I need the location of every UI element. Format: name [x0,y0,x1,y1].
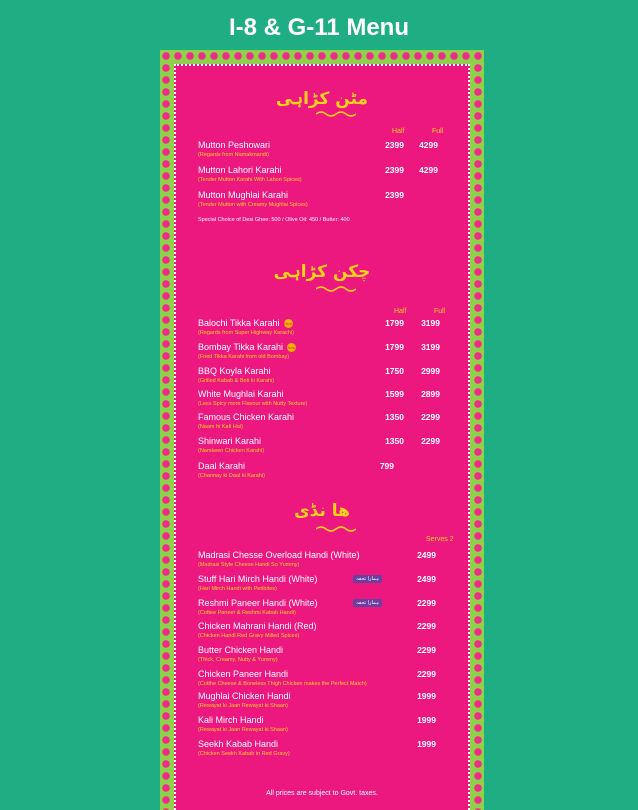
price: 2299 [417,598,436,608]
price-half: 1350 [385,436,404,446]
menu-item [198,715,478,734]
menu-item [198,342,478,361]
menu-item [198,669,478,688]
page-title: I-8 & G-11 Menu [228,14,410,41]
item-name: Mutton Peshowari [198,140,271,150]
column-half: Half [392,128,405,135]
item-name: Famous Chicken Karahi [198,412,295,422]
column-full: Full [434,308,446,315]
squiggle-divider [316,285,356,293]
item-name: Bombay Tikka Karahi New [198,342,296,352]
menu-item [198,621,478,640]
menu-item [198,389,478,408]
price-half: 2399 [385,165,404,175]
item-description: (Hari Mirch Handi with Peribites) [198,586,277,592]
price-full: 4299 [419,140,438,150]
item-description: (Naam hi Kafi Hai) [198,424,243,430]
item-description: (Cottee Paneer & Reshmi Kabab Handi) [198,610,296,616]
ghee-choice-note: Special Choice of Desi Ghee: 500 / Olive Oil: 450 / Butter: 400 [198,217,350,223]
price-full: 2899 [421,389,440,399]
item-name: Mutton Mughlai Karahi [198,190,289,200]
item-name: White Mughlai Karahi [198,389,284,399]
menu-item [198,366,478,385]
price-half: 799 [379,461,394,471]
item-name: Shinwari Karahi [198,436,262,446]
menu-item [198,645,478,664]
menu-item [198,550,478,569]
item-name: Daal Karahi [198,461,246,471]
mutton-karahi-heading: مٹن کڑاہی [275,89,369,109]
squiggle-divider [316,525,356,533]
tax-footnote: All prices are subject to Govt. taxes. [266,790,378,797]
item-description: (Cotthe Cheese & Boneless Thigh Chicken makes the Perfect Match) [198,681,367,687]
column-serves: Serves 2 [426,536,454,543]
price: 2299 [417,621,436,631]
menu-item [198,691,478,710]
menu-panel [174,64,470,810]
price-full: 3199 [421,342,440,352]
item-name: Reshmi Paneer Handi (White) [198,598,318,608]
item-name: Butter Chicken Handi [198,645,284,655]
item-description: (Tender Mutton with Creamy Mughlai Spices) [198,202,308,208]
column-full: Full [432,128,444,135]
item-description: (Chicken Seekh Kabab in Red Gravy) [198,751,290,757]
new-badge-icon: New [287,345,296,351]
price-full: 3199 [421,318,440,328]
item-description: (Regards from Super Highway Karachi) [198,330,294,336]
item-description: (Regards from Namakmandi) [198,152,269,158]
menu-item [198,318,478,337]
handi-heading: ھا نڈی [294,501,350,521]
price-half: 1799 [385,342,404,352]
menu-item [198,739,478,758]
item-name: Chicken Mahrani Handi (Red) [198,621,317,631]
item-description: (Chicken Handi Red Gravy Milled Spices) [198,633,300,639]
price-half: 1799 [385,318,404,328]
item-name: Chicken Paneer Handi [198,669,289,679]
price-half: 1599 [385,389,404,399]
item-description: (Fried Tikka Karahi from old Bombay) [198,354,290,360]
price: 2299 [417,669,436,679]
price-full: 4299 [419,165,438,175]
menu-item [198,574,478,593]
price: 2499 [417,550,436,560]
column-half: Half [394,308,407,315]
item-description: (Namkeen Chicken Karahi) [198,448,265,454]
chicken-karahi-heading: چکن کڑاہی [273,262,371,282]
item-name: Kali Mirch Handi [198,715,264,725]
menu-item [198,412,478,431]
menu-item [198,190,478,209]
price: 1999 [417,715,436,725]
menu-item [198,461,478,480]
item-description: (Rewayat ki Jaan Rewayat ki Shaan) [198,703,288,709]
price-full: 2299 [421,436,440,446]
item-description: (Tender Mutton Karahi With Lahori Spices) [198,177,302,183]
menu-item [198,140,478,159]
item-name: BBQ Koyla Karahi [198,366,271,376]
menu-card [160,50,484,810]
item-description: (Thick, Creamy, Nutty & Yummy) [198,657,278,663]
item-name: Balochi Tikka Karahi New [198,318,293,328]
item-name: Seekh Kabab Handi [198,739,279,749]
price-half: 2399 [385,140,404,150]
item-name: Mughlai Chicken Handi [198,691,291,701]
price-half: 1750 [385,366,404,376]
item-description: (Less Spicy more Flavour with Nutty Texture) [198,401,308,407]
item-name: Stuff Hari Mirch Handi (White) [198,574,318,584]
price: 1999 [417,691,436,701]
price: 2299 [417,645,436,655]
menu-item [198,165,478,184]
gift-tag: ہمارا تحفہ [353,599,382,607]
squiggle-divider [316,110,356,118]
gift-tag: ہمارا تحفہ [353,575,382,583]
price: 1999 [417,739,436,749]
item-name: Mutton Lahori Karahi [198,165,282,175]
menu-item [198,436,478,455]
new-badge-icon: New [284,321,293,327]
price: 2499 [417,574,436,584]
item-description: (Channay ki Daal ki Karahi) [198,473,265,479]
item-name: Madrasi Chesse Overload Handi (White) [198,550,360,560]
price-half: 2399 [385,190,404,200]
price-full: 2299 [421,412,440,422]
item-description: (Madrasi Style Cheese Handi So Yummy) [198,562,300,568]
price-full: 2999 [421,366,440,376]
menu-item [198,598,478,617]
price-half: 1350 [385,412,404,422]
item-description: (Grilled Kabab & Boti ki Karahi) [198,378,275,384]
item-description: (Rewayat ki Jaan Rewayat ki Shaan) [198,727,288,733]
